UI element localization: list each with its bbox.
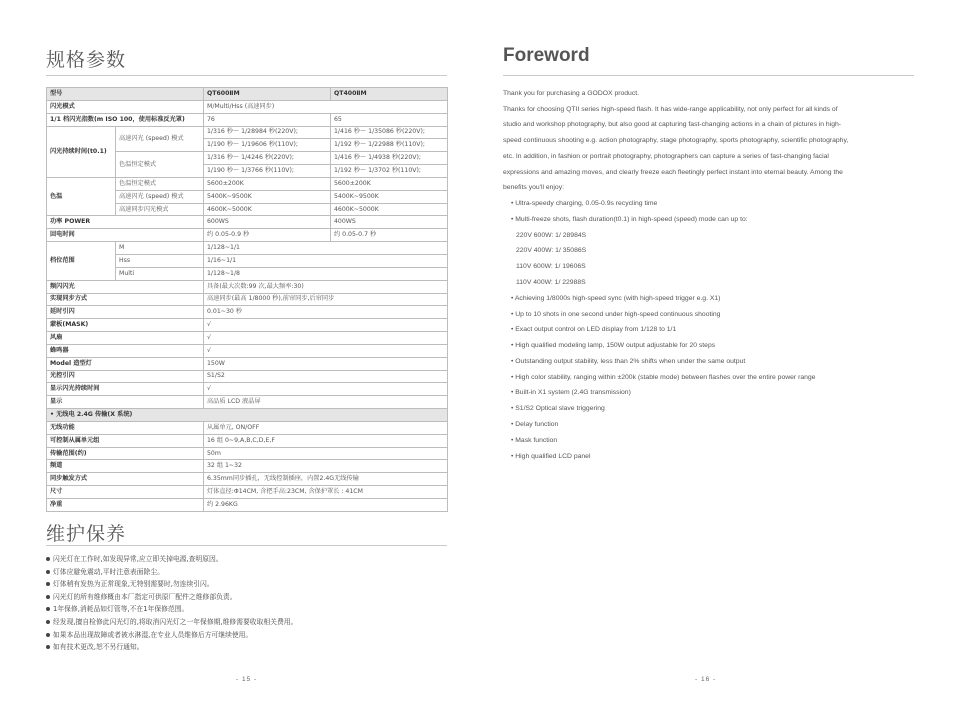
table-section-header: • 无线电 2.4G 传输(X 系统) — [47, 409, 448, 422]
row-label: 闪光模式 — [47, 100, 204, 113]
table-row — [47, 370, 448, 383]
table-row — [47, 421, 448, 434]
list-item — [46, 603, 297, 616]
row-sublabel: 高速同步闪光模式 — [116, 203, 204, 216]
value-cell: √ — [204, 319, 448, 332]
table-row — [47, 280, 448, 293]
table-row — [47, 126, 448, 139]
value-cell: 1/192 秒～ 1/3702 秒(110V); — [331, 165, 448, 178]
paragraph-line: speed continuous shooting e.g. action photography, stage photography, sports photography, scientific photography, — [503, 137, 849, 145]
table-row — [47, 409, 448, 422]
list-item: • Mask function — [511, 436, 558, 444]
row-label: 功率 POWER — [47, 216, 204, 229]
table-header-row — [47, 88, 448, 101]
value-cell: 具备(最大次数:99 次,最大频率:30) — [204, 280, 448, 293]
bullet-dot — [46, 633, 50, 637]
row-label: 蜂鸣器 — [47, 344, 204, 357]
value-cell: 4600K~5000K — [331, 203, 448, 216]
list-item: • S1/S2 Optical slave triggering — [511, 405, 605, 413]
row-label: 延时引闪 — [47, 306, 204, 319]
page-number: - 16 - — [695, 676, 717, 683]
row-label: 可控制从属单元组 — [47, 434, 204, 447]
row-label: 蒙板(MASK) — [47, 319, 204, 332]
value-cell: 5400K~9500K — [204, 190, 331, 203]
foreword-title-rule — [503, 75, 914, 76]
row-sublabel: 色温恒定模式 — [116, 177, 204, 190]
table-row — [47, 306, 448, 319]
value-cell: 1/316 秒～ 1/28984 秒(220V); — [204, 126, 331, 139]
row-label: 频闪闪光 — [47, 280, 204, 293]
row-label: 显示 — [47, 396, 204, 409]
value-cell: 5600±200K — [331, 177, 448, 190]
feature-list — [503, 291, 913, 465]
value-cell: 高品质 LCD 液晶屏 — [204, 396, 448, 409]
flash-value: 220V 600W: 1/ 28984S — [516, 231, 587, 239]
value-cell: 1/128~1/8 — [204, 267, 448, 280]
flash-duration-list — [503, 228, 913, 291]
bullet-dot — [46, 645, 50, 649]
row-sublabel: 高速闪光 (speed) 模式 — [116, 190, 204, 203]
list-item: • Outstanding output stability, less than 2% shifts when under the same output — [511, 357, 746, 365]
table-row — [47, 177, 448, 190]
table-row — [47, 499, 448, 512]
paragraph-line: benefits you'll enjoy: — [503, 184, 564, 192]
value-cell: 高速同步(最高 1/8000 秒),前帘同步,后帘同步 — [204, 293, 448, 306]
maintenance-list — [46, 553, 297, 654]
table-row — [47, 473, 448, 486]
row-label: 显示闪光持续时间 — [47, 383, 204, 396]
value-cell: 65 — [331, 113, 448, 126]
row-sublabel: Hss — [116, 254, 204, 267]
flash-value: 110V 600W: 1/ 19606S — [516, 263, 586, 271]
value-cell: √ — [204, 383, 448, 396]
page-number: - 15 - — [236, 676, 258, 683]
foreword-paragraph — [503, 102, 913, 196]
list-item — [46, 629, 297, 642]
list-item — [46, 578, 297, 591]
foreword-intro: Thank you for purchasing a GODOX product. — [503, 90, 640, 97]
bullet-dot — [46, 595, 50, 599]
row-label: 1/1 档闪光指数(m ISO 100，使用标准反光罩) — [47, 113, 204, 126]
row-label: 净重 — [47, 499, 204, 512]
table-row — [47, 332, 448, 345]
flash-value: 110V 400W: 1/ 22988S — [516, 278, 586, 286]
table-row — [47, 396, 448, 409]
table-row — [47, 357, 448, 370]
list-item: • Exact output control on LED display from 1/128 to 1/1 — [511, 326, 677, 334]
list-item-text: 闪光灯的所有维修概由本厂指定可供原厂配件之维修部负责。 — [53, 592, 237, 601]
value-cell: 1/190 秒～ 1/3766 秒(110V); — [204, 165, 331, 178]
table-row — [47, 434, 448, 447]
foreword-title: Foreword — [503, 45, 590, 66]
list-item: • Built-in X1 system (2.4G transmission) — [511, 389, 631, 397]
row-label: 风扇 — [47, 332, 204, 345]
value-cell: 6.35mm同步插孔，无线控制插座，内置2.4G无线传输 — [204, 473, 448, 486]
value-cell: 1/16~1/1 — [204, 254, 448, 267]
value-cell: √ — [204, 344, 448, 357]
row-label: 回电时间 — [47, 229, 204, 242]
list-item-text: 灯体应避免震动,平时注意表面除尘。 — [53, 567, 164, 576]
row-label: 光控引闪 — [47, 370, 204, 383]
table-header-cell: QT400ⅡM — [331, 88, 448, 101]
value-cell: M/Multi/Hss (高速同步) — [204, 100, 448, 113]
row-label: 频道 — [47, 460, 204, 473]
list-item — [46, 566, 297, 579]
table-header-cell: 型号 — [47, 88, 204, 101]
list-item — [46, 641, 297, 654]
row-sublabel: M — [116, 242, 204, 255]
spec-title: 规格参数 — [46, 50, 127, 71]
list-item: • Up to 10 shots in one second under high-speed continuous shooting — [511, 310, 721, 318]
foreword-body — [503, 86, 913, 464]
paragraph-line: etc. In addition, in fashion or portrait photography, photographers can capture a series of fast-changing facial — [503, 152, 829, 160]
list-item: • High qualified modeling lamp, 150W output adjustable for 20 steps — [511, 342, 716, 350]
list-item: • High qualified LCD panel — [511, 452, 591, 460]
value-cell: 约 0.05-0.7 秒 — [331, 229, 448, 242]
spec-table — [46, 87, 448, 512]
list-item: • High color stability, ranging within ±200k (stable mode) between flashes over the entire power range — [511, 373, 816, 381]
value-cell: 1/190 秒～ 1/19606 秒(110V); — [204, 139, 331, 152]
list-item-text: 闪光灯在工作时,如发现异常,应立即关掉电源,查明原因。 — [53, 555, 223, 563]
paragraph-line: studio and workshop photography, but also good at capturing fast-changing actions in a chain of pictures in high- — [503, 121, 842, 129]
value-cell: 4600K~5000K — [204, 203, 331, 216]
feature-list — [503, 196, 913, 228]
list-item-text: 灯体稍有发热为正常现象,无特别需要时,勿连续引闪。 — [53, 580, 214, 589]
list-item: • Achieving 1/8000s high-speed sync (with high-speed trigger e.g. X1) — [511, 294, 721, 302]
bullet-dot — [46, 582, 50, 586]
value-cell: 1/128~1/1 — [204, 242, 448, 255]
table-row — [47, 447, 448, 460]
bullet-dot — [46, 557, 50, 561]
list-item — [46, 553, 297, 566]
table-row — [47, 486, 448, 499]
list-item: • Ultra-speedy charging, 0.05-0.9s recycling time — [511, 199, 658, 207]
list-item-text: 经发现,擅自检修此闪光灯的,将取消闪光灯之一年保修期,维修需要收取相关费用。 — [53, 617, 298, 626]
flash-value: 220V 400W: 1/ 35086S — [516, 247, 587, 255]
list-item: • Delay function — [511, 421, 559, 429]
value-cell: 16 组 0~9,A,B,C,D,E,F — [204, 434, 448, 447]
value-cell: 32 组 1~32 — [204, 460, 448, 473]
value-cell: 76 — [204, 113, 331, 126]
row-label: 实现同步方式 — [47, 293, 204, 306]
table-row — [47, 293, 448, 306]
value-cell: 1/416 秒～ 1/35086 秒(220V); — [331, 126, 448, 139]
bullet-dot — [46, 570, 50, 574]
list-item-text: 1年保修,消耗品如灯管等,不在1年保修范围。 — [53, 605, 189, 614]
maintenance-title: 维护保养 — [46, 524, 127, 545]
value-cell: 150W — [204, 357, 448, 370]
table-row — [47, 383, 448, 396]
table-row — [47, 319, 448, 332]
bullet-dot — [46, 607, 50, 611]
row-label: 同步触发方式 — [47, 473, 204, 486]
bullet-dot — [46, 620, 50, 624]
table-row — [47, 460, 448, 473]
value-cell: 1/416 秒～ 1/4938 秒(220V); — [331, 152, 448, 165]
row-sublabel: 色温恒定模式 — [116, 152, 204, 178]
value-cell: 约 0.05-0.9 秒 — [204, 229, 331, 242]
row-label: 档位范围 — [47, 242, 116, 281]
value-cell: 5600±200K — [204, 177, 331, 190]
table-row — [47, 100, 448, 113]
value-cell: √ — [204, 332, 448, 345]
value-cell: 1/192 秒～ 1/22988 秒(110V); — [331, 139, 448, 152]
row-label: 传输范围(约) — [47, 447, 204, 460]
value-cell: 约 2.96KG — [204, 499, 448, 512]
table-row — [47, 229, 448, 242]
value-cell: 1/316 秒～ 1/4246 秒(220V); — [204, 152, 331, 165]
value-cell: 400WS — [331, 216, 448, 229]
table-row — [47, 242, 448, 255]
list-item — [46, 591, 297, 604]
table-header-cell: QT600ⅡM — [204, 88, 331, 101]
table-row — [47, 344, 448, 357]
paragraph-line: expressions and amazing moves, and clearly freeze each fleetingly perfect instant into eternal beauty. Among the — [503, 168, 843, 176]
value-cell: 0.01~30 秒 — [204, 306, 448, 319]
list-item-text: 如果本品出现故障或者被水淋湿,在专业人员维修后方可继续使用。 — [53, 630, 253, 639]
value-cell: 600WS — [204, 216, 331, 229]
maintenance-title-rule — [46, 545, 447, 546]
value-cell: 灯体直径:Φ14CM, 含把手高:23CM, 含保护罩长 : 41CM — [204, 486, 448, 499]
list-item — [46, 616, 297, 629]
table-row — [47, 216, 448, 229]
table-row — [47, 113, 448, 126]
list-item-text: 如有技术更改,恕不另行通知。 — [53, 643, 144, 652]
value-cell: S1/S2 — [204, 370, 448, 383]
row-sublabel: 高速闪光 (speed) 模式 — [116, 126, 204, 152]
row-label: 无线功能 — [47, 421, 204, 434]
list-item: • Multi-freeze shots, flash duration(t0.1) in high-speed (speed) mode can up to: — [511, 215, 748, 223]
value-cell: 50m — [204, 447, 448, 460]
row-sublabel: Multi — [116, 267, 204, 280]
value-cell: 从属单元, ON/OFF — [204, 421, 448, 434]
spec-title-rule — [46, 75, 447, 76]
row-label: 闪光持续时间(t0.1) — [47, 126, 116, 177]
row-label: Model 造型灯 — [47, 357, 204, 370]
value-cell: 5400K~9500K — [331, 190, 448, 203]
paragraph-line: Thanks for choosing QTII series high-speed flash. It has wide-range applicability, not only perfect for all kinds of — [503, 105, 838, 113]
row-label: 尺寸 — [47, 486, 204, 499]
row-label: 色温 — [47, 177, 116, 216]
